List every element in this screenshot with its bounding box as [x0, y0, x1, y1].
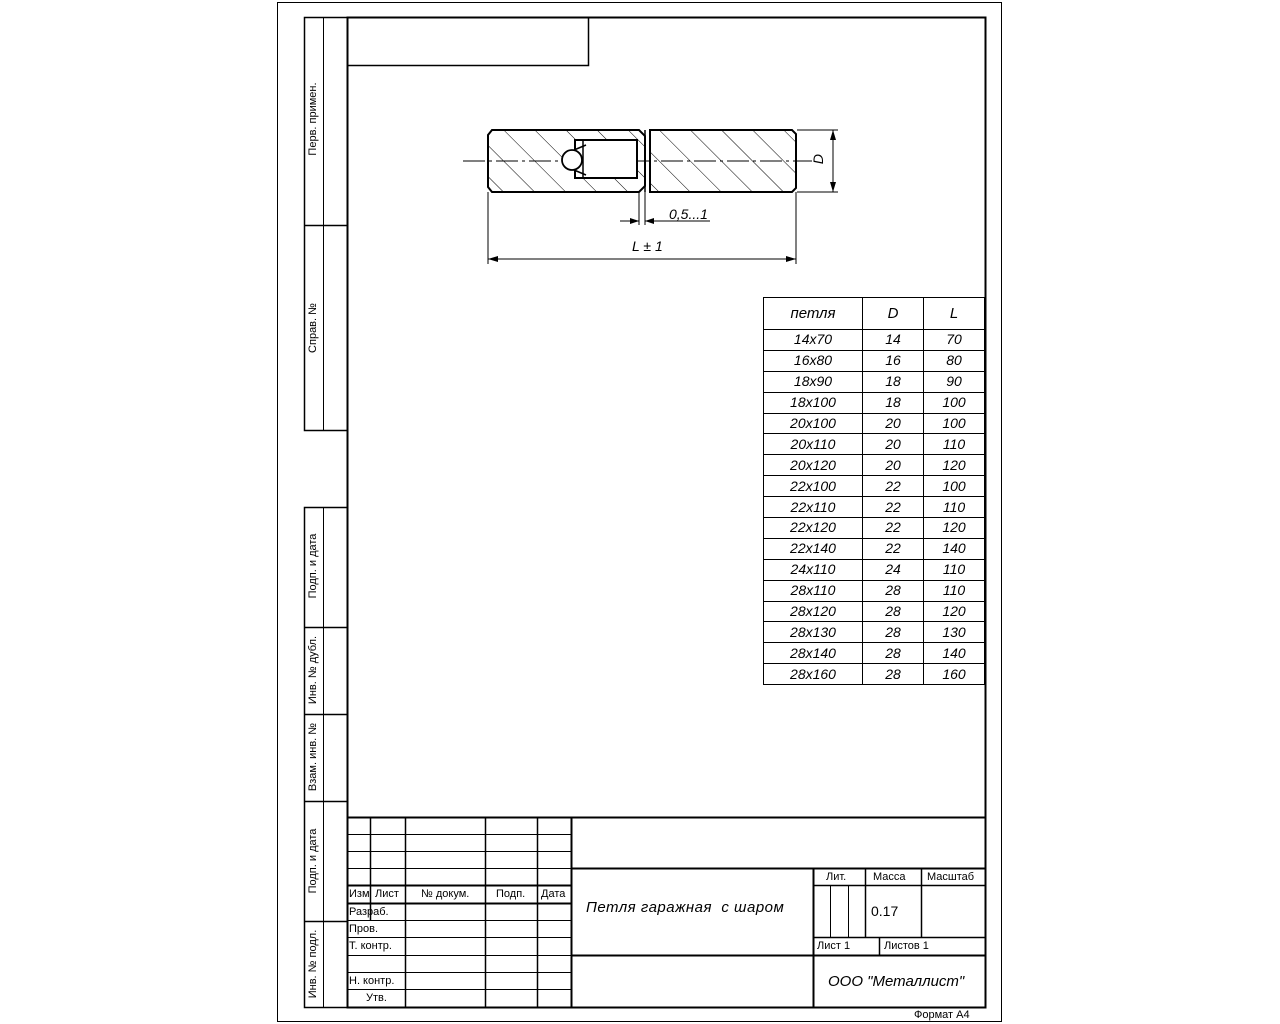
- cell-d: 22: [863, 538, 924, 559]
- cell-l: 140: [924, 538, 985, 559]
- perv-primen-label: Перв. примен.: [307, 82, 319, 156]
- col-list-label: Лист: [375, 888, 399, 900]
- cell-petlya: 20x110: [764, 434, 863, 455]
- spec-table-body: [764, 330, 985, 685]
- cell-l: 160: [924, 664, 985, 685]
- cell-d: 22: [863, 476, 924, 497]
- cell-petlya: 16x80: [764, 350, 863, 371]
- cell-d: 20: [863, 413, 924, 434]
- vzam-inv-label: Взам. инв. №: [307, 722, 319, 792]
- cell-d: 28: [863, 622, 924, 643]
- cell-l: 100: [924, 392, 985, 413]
- table-row: [764, 434, 985, 455]
- cell-d: 18: [863, 371, 924, 392]
- dim-length-text: L ± 1: [632, 238, 663, 254]
- dim-gap-text: 0,5...1: [669, 206, 708, 222]
- cell-d: 24: [863, 559, 924, 580]
- cell-petlya: 18x100: [764, 392, 863, 413]
- table-row: [764, 664, 985, 685]
- t-kontr-label: Т. контр.: [349, 940, 392, 952]
- col-podp-label: Подп.: [496, 888, 526, 900]
- table-row: [764, 643, 985, 664]
- spec-table: [763, 297, 985, 685]
- cell-l: 100: [924, 413, 985, 434]
- cell-petlya: 20x100: [764, 413, 863, 434]
- cell-petlya: 28x130: [764, 622, 863, 643]
- table-row: [764, 538, 985, 559]
- cell-d: 22: [863, 518, 924, 539]
- cell-d: 28: [863, 580, 924, 601]
- cell-petlya: 22x120: [764, 518, 863, 539]
- table-row: [764, 350, 985, 371]
- table-row: [764, 601, 985, 622]
- table-row: [764, 518, 985, 539]
- table-row: [764, 622, 985, 643]
- cell-d: 16: [863, 350, 924, 371]
- cell-petlya: 24x110: [764, 559, 863, 580]
- col-dokum-label: № докум.: [421, 888, 470, 900]
- cell-petlya: 28x140: [764, 643, 863, 664]
- razrab-label: Разраб.: [349, 906, 389, 918]
- cell-petlya: 22x110: [764, 497, 863, 518]
- cell-d: 28: [863, 664, 924, 685]
- cell-petlya: 22x140: [764, 538, 863, 559]
- format-label: Формат А4: [914, 1009, 970, 1021]
- list-number: Лист 1: [817, 940, 851, 952]
- table-row: [764, 580, 985, 601]
- cell-petlya: 28x110: [764, 580, 863, 601]
- table-row: [764, 497, 985, 518]
- table-row: [764, 330, 985, 351]
- cell-l: 110: [924, 580, 985, 601]
- massa-value: 0.17: [871, 903, 899, 919]
- cell-l: 110: [924, 559, 985, 580]
- col-header-l: L: [924, 298, 985, 330]
- cell-l: 70: [924, 330, 985, 351]
- cell-l: 140: [924, 643, 985, 664]
- cell-l: 100: [924, 476, 985, 497]
- table-row: [764, 413, 985, 434]
- podp-data-label-2: Подп. и дата: [307, 828, 319, 894]
- cell-petlya: 28x160: [764, 664, 863, 685]
- podp-data-label-1: Подп. и дата: [307, 533, 319, 599]
- dim-diameter-text: D: [810, 153, 827, 165]
- cell-petlya: 28x120: [764, 601, 863, 622]
- massa-label: Масса: [873, 871, 906, 883]
- prov-label: Пров.: [349, 923, 379, 935]
- cell-d: 20: [863, 434, 924, 455]
- cell-petlya: 22x100: [764, 476, 863, 497]
- inv-dubl-label: Инв. № дубл.: [307, 635, 319, 705]
- table-row: [764, 559, 985, 580]
- sprav-no-label: Справ. №: [307, 303, 319, 353]
- cell-petlya: 14x70: [764, 330, 863, 351]
- col-izm-label: Изм: [349, 888, 370, 900]
- spec-table-header-row: [764, 298, 985, 330]
- n-kontr-label: Н. контр.: [349, 975, 395, 987]
- cell-d: 22: [863, 497, 924, 518]
- cell-l: 130: [924, 622, 985, 643]
- cell-l: 110: [924, 497, 985, 518]
- utv-label: Утв.: [366, 992, 387, 1004]
- cell-d: 20: [863, 455, 924, 476]
- cell-l: 110: [924, 434, 985, 455]
- cell-l: 90: [924, 371, 985, 392]
- col-data-label: Дата: [541, 888, 566, 900]
- cell-l: 120: [924, 455, 985, 476]
- cell-d: 18: [863, 392, 924, 413]
- table-row: [764, 476, 985, 497]
- inv-podl-label: Инв. № подл.: [307, 929, 319, 999]
- cell-petlya: 20x120: [764, 455, 863, 476]
- cell-l: 120: [924, 601, 985, 622]
- cell-d: 14: [863, 330, 924, 351]
- cell-l: 80: [924, 350, 985, 371]
- company-name: ООО "Металлист": [828, 973, 965, 990]
- lit-label: Лит.: [826, 871, 847, 883]
- listov-count: Листов 1: [884, 940, 929, 952]
- cell-l: 120: [924, 518, 985, 539]
- masshtab-label: Масштаб: [927, 871, 975, 883]
- cell-d: 28: [863, 601, 924, 622]
- drawing-title: Петля гаражная с шаром: [586, 899, 785, 916]
- table-row: [764, 371, 985, 392]
- col-header-d: D: [863, 298, 924, 330]
- col-header-petlya: петля: [764, 298, 863, 330]
- table-row: [764, 392, 985, 413]
- cell-petlya: 18x90: [764, 371, 863, 392]
- cell-d: 28: [863, 643, 924, 664]
- table-row: [764, 455, 985, 476]
